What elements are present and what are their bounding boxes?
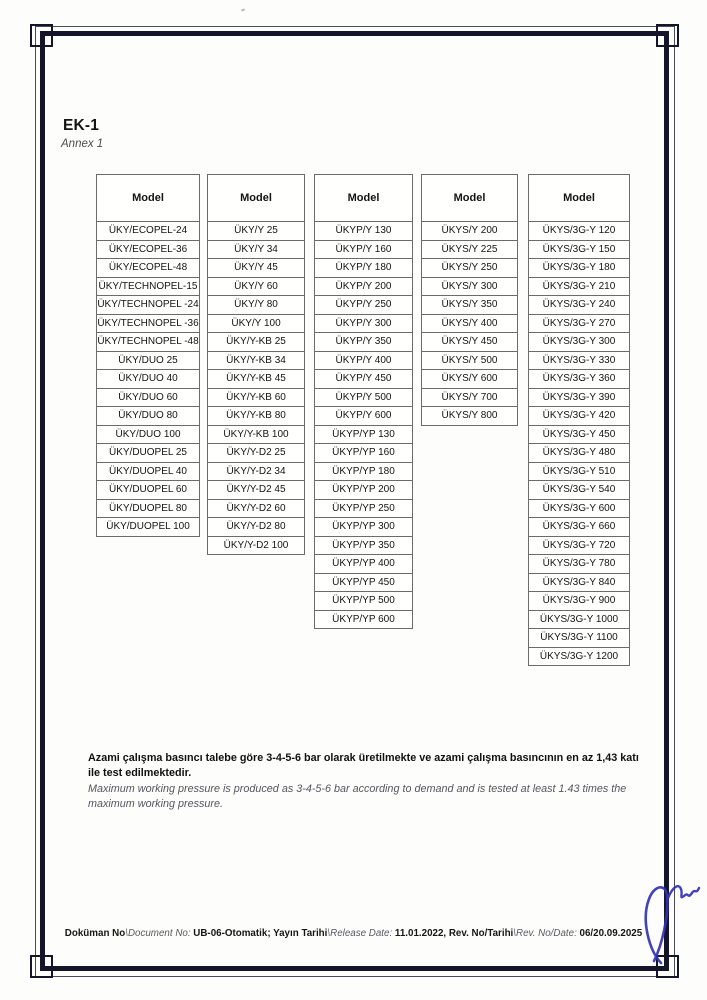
table-header: Model: [96, 174, 200, 222]
table-row: ÜKYS/3G-Y 510: [528, 462, 630, 482]
table-row: ÜKYS/3G-Y 540: [528, 480, 630, 500]
corner-ornament-top-right: [656, 24, 679, 47]
table-row: ÜKY/Y-D2 34: [207, 462, 305, 482]
table-row: ÜKY/Y 25: [207, 221, 305, 241]
page-subtitle: Annex 1: [61, 138, 104, 150]
table-row: ÜKY/DUOPEL 80: [96, 499, 200, 519]
table-row: ÜKYP/YP 350: [314, 536, 413, 556]
table-row: ÜKY/Y 34: [207, 240, 305, 260]
table-row: ÜKYS/3G-Y 1200: [528, 647, 630, 667]
table-row: ÜKYP/Y 200: [314, 277, 413, 297]
table-row: ÜKYP/Y 160: [314, 240, 413, 260]
footer-segment: UB-06-Otomatik; Yayın Tarihi: [193, 928, 328, 939]
table-row: ÜKY/Y-D2 100: [207, 536, 305, 556]
table-row: ÜKYS/3G-Y 1000: [528, 610, 630, 630]
table-row: ÜKYS/Y 250: [421, 258, 518, 278]
model-table-2: [207, 174, 305, 555]
table-row: ÜKYP/YP 160: [314, 443, 413, 463]
table-row: ÜKYS/Y 450: [421, 332, 518, 352]
table-row: ÜKYP/Y 180: [314, 258, 413, 278]
table-row: ÜKYS/3G-Y 720: [528, 536, 630, 556]
table-row: ÜKY/Y-KB 100: [207, 425, 305, 445]
table-row: ÜKY/ECOPEL-24: [96, 221, 200, 241]
table-row: ÜKYS/Y 800: [421, 406, 518, 426]
footer-segment: 11.01.2022, Rev. No/Tarihi: [394, 928, 514, 939]
table-row: ÜKYS/3G-Y 390: [528, 388, 630, 408]
table-row: ÜKY/DUOPEL 25: [96, 443, 200, 463]
table-row: ÜKYS/Y 350: [421, 295, 518, 315]
table-row: ÜKYS/Y 600: [421, 369, 518, 389]
table-row: ÜKYP/YP 180: [314, 462, 413, 482]
table-row: ÜKY/Y-D2 45: [207, 480, 305, 500]
table-row: ÜKY/DUOPEL 60: [96, 480, 200, 500]
pressure-note-turkish: Azami çalışma basıncı talebe göre 3-4-5-6 bar olarak üretilmekte ve azami çalışma basıncının en az 1,43 katı ile test edilmektedir.: [88, 752, 639, 780]
table-header: Model: [421, 174, 518, 222]
table-row: ÜKYP/YP 600: [314, 610, 413, 630]
table-row: ÜKY/TECHNOPEL -36: [96, 314, 200, 334]
table-row: ÜKYS/3G-Y 660: [528, 517, 630, 537]
table-row: ÜKY/DUO 60: [96, 388, 200, 408]
table-row: ÜKYS/3G-Y 300: [528, 332, 630, 352]
table-row: ÜKYP/YP 400: [314, 554, 413, 574]
table-row: ÜKYS/Y 300: [421, 277, 518, 297]
table-row: ÜKY/Y-KB 80: [207, 406, 305, 426]
table-row: ÜKYS/Y 400: [421, 314, 518, 334]
table-row: ÜKYP/Y 130: [314, 221, 413, 241]
table-row: ÜKY/ECOPEL-48: [96, 258, 200, 278]
table-row: ÜKY/DUOPEL 40: [96, 462, 200, 482]
table-row: ÜKY/Y-KB 60: [207, 388, 305, 408]
table-row: ÜKYP/YP 450: [314, 573, 413, 593]
table-row: ÜKY/Y 60: [207, 277, 305, 297]
footer-segment: Doküman No: [64, 928, 126, 939]
table-row: ÜKY/ECOPEL-36: [96, 240, 200, 260]
table-row: ÜKYP/Y 350: [314, 332, 413, 352]
table-row: ÜKY/DUO 40: [96, 369, 200, 389]
pressure-note-english: Maximum working pressure is produced as 3-4-5-6 bar according to demand and is tested at least 1.43 times the maximum working pressure.: [88, 782, 627, 810]
table-row: ÜKY/DUO 25: [96, 351, 200, 371]
scan-speck: [241, 8, 245, 11]
table-row: ÜKYP/Y 450: [314, 369, 413, 389]
table-row: ÜKYS/3G-Y 150: [528, 240, 630, 260]
table-row: ÜKYP/YP 250: [314, 499, 413, 519]
table-row: ÜKYS/Y 700: [421, 388, 518, 408]
table-row: ÜKYP/Y 400: [314, 351, 413, 371]
table-row: ÜKY/TECHNOPEL -24: [96, 295, 200, 315]
table-row: ÜKY/DUO 80: [96, 406, 200, 426]
footer-segment: \Rev. No/Date:: [513, 928, 580, 939]
table-row: ÜKY/DUO 100: [96, 425, 200, 445]
document-footer: [60, 928, 647, 939]
table-header: Model: [314, 174, 413, 222]
table-row: ÜKY/Y-D2 80: [207, 517, 305, 537]
table-row: ÜKY/DUOPEL 100: [96, 517, 200, 537]
table-row: ÜKY/Y-KB 25: [207, 332, 305, 352]
table-row: ÜKYS/3G-Y 120: [528, 221, 630, 241]
table-row: ÜKYS/3G-Y 180: [528, 258, 630, 278]
table-row: ÜKY/TECHNOPEL -48: [96, 332, 200, 352]
corner-ornament-top-left: [30, 24, 53, 47]
table-row: ÜKYP/YP 500: [314, 591, 413, 611]
table-header: Model: [528, 174, 630, 222]
table-row: ÜKYS/3G-Y 480: [528, 443, 630, 463]
table-row: ÜKY/Y-D2 60: [207, 499, 305, 519]
table-row: ÜKYS/3G-Y 330: [528, 351, 630, 371]
table-row: ÜKYP/YP 300: [314, 517, 413, 537]
table-row: ÜKY/Y-KB 45: [207, 369, 305, 389]
page-title: EK-1: [63, 117, 100, 134]
table-row: ÜKYS/3G-Y 600: [528, 499, 630, 519]
table-row: ÜKYS/3G-Y 210: [528, 277, 630, 297]
table-row: ÜKY/Y-D2 25: [207, 443, 305, 463]
table-row: ÜKY/Y 100: [207, 314, 305, 334]
model-table-4: [421, 174, 518, 426]
corner-ornament-bottom-left: [30, 955, 53, 978]
table-row: ÜKY/Y 45: [207, 258, 305, 278]
model-table-1: [96, 174, 200, 537]
model-tables: [0, 174, 707, 694]
table-row: ÜKYS/3G-Y 780: [528, 554, 630, 574]
table-row: ÜKYS/Y 200: [421, 221, 518, 241]
corner-ornament-bottom-right: [656, 955, 679, 978]
table-row: ÜKYS/3G-Y 420: [528, 406, 630, 426]
table-row: ÜKYP/Y 250: [314, 295, 413, 315]
table-row: ÜKYS/3G-Y 450: [528, 425, 630, 445]
footer-segment: 06/20.09.2025: [579, 928, 643, 939]
footer-segment: \Release Date:: [327, 928, 395, 939]
table-row: ÜKYS/3G-Y 1100: [528, 628, 630, 648]
table-row: ÜKYS/3G-Y 840: [528, 573, 630, 593]
model-table-3: [314, 174, 413, 629]
table-row: ÜKY/TECHNOPEL-15: [96, 277, 200, 297]
table-row: ÜKYS/Y 225: [421, 240, 518, 260]
table-row: ÜKYP/Y 600: [314, 406, 413, 426]
table-row: ÜKYS/Y 500: [421, 351, 518, 371]
table-row: ÜKYP/Y 500: [314, 388, 413, 408]
pressure-note: [88, 751, 648, 812]
table-row: ÜKY/Y-KB 34: [207, 351, 305, 371]
footer-segment: \Document No:: [125, 928, 194, 939]
table-row: ÜKY/Y 80: [207, 295, 305, 315]
table-row: ÜKYS/3G-Y 900: [528, 591, 630, 611]
table-header: Model: [207, 174, 305, 222]
table-row: ÜKYS/3G-Y 240: [528, 295, 630, 315]
model-table-5: [528, 174, 630, 666]
table-row: ÜKYP/Y 300: [314, 314, 413, 334]
table-row: ÜKYP/YP 130: [314, 425, 413, 445]
table-row: ÜKYS/3G-Y 360: [528, 369, 630, 389]
table-row: ÜKYS/3G-Y 270: [528, 314, 630, 334]
table-row: ÜKYP/YP 200: [314, 480, 413, 500]
